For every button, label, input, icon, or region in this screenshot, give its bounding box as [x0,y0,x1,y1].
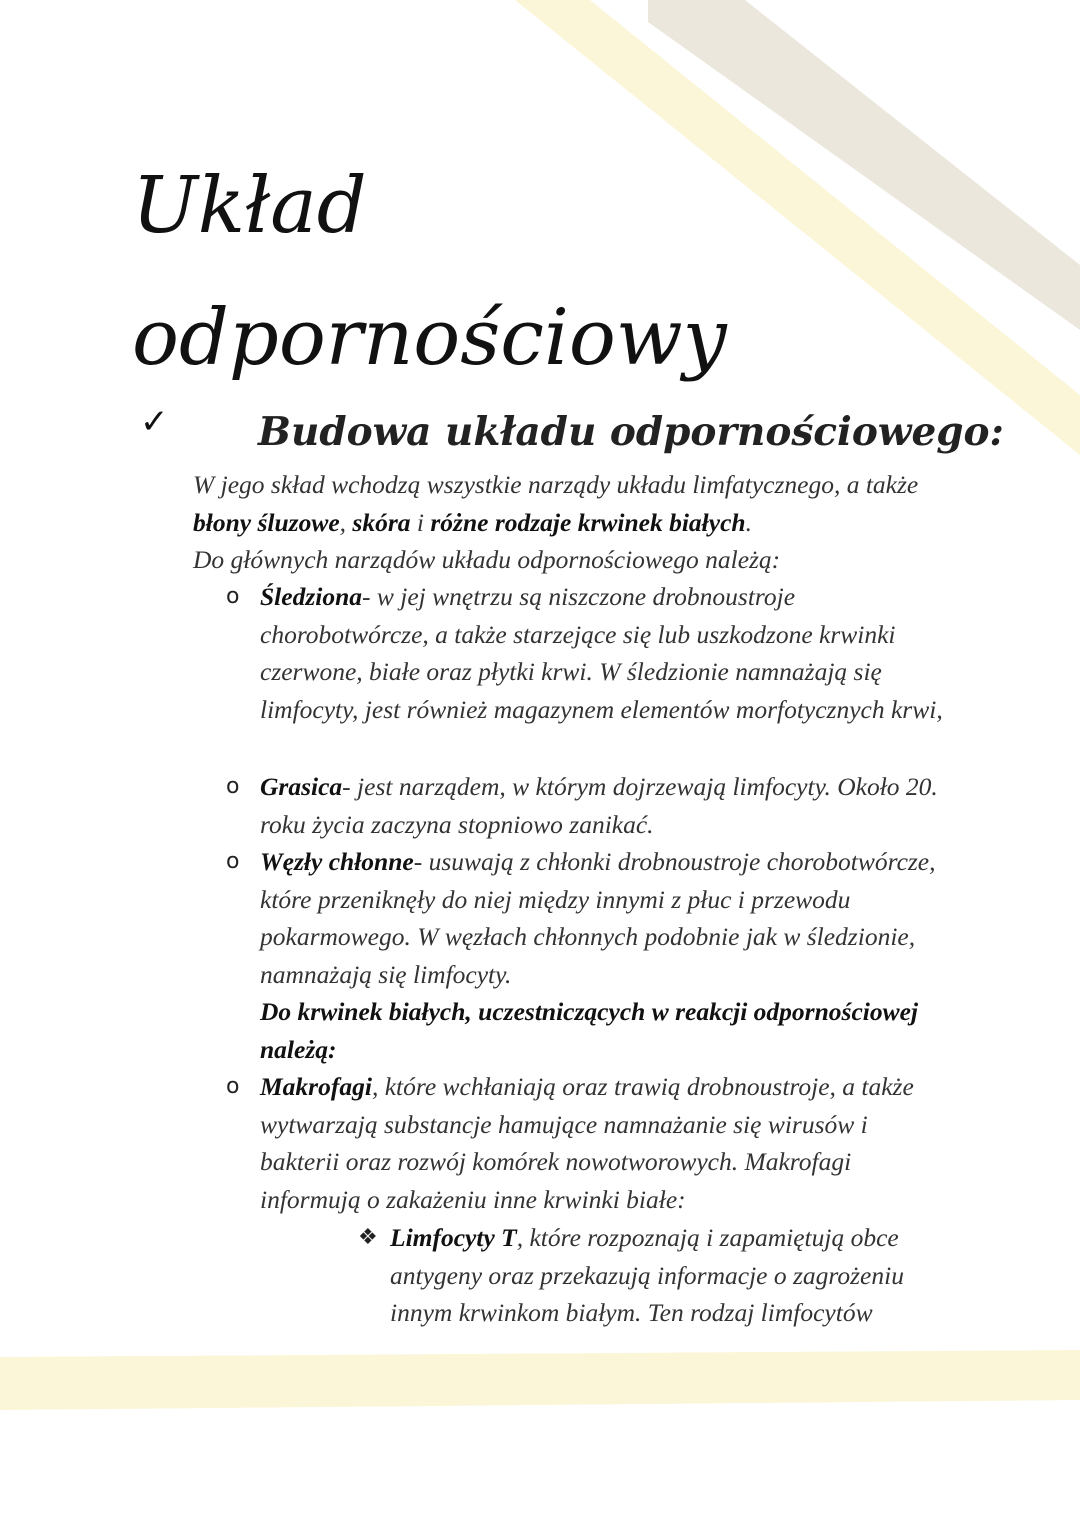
intro-paragraph: W jego skład wchodzą wszystkie narządy układu limfatycznego, a także błony śluzowe, skóra i różne rodzaje krwinek białych. Do głównych narządów układu odpornościowego należą: [193,470,919,574]
desc-t-lymphocytes: , które rozpoznają i zapamiętują obce antygeny oraz przekazują informacje o zagrożeniu innym krwinkom białym. Ten rodzaj limfocytów [390,1223,904,1327]
title-line-1: Układ [132,161,367,251]
title-line-2: odpornościowy [132,293,727,383]
list-item-thymus [228,768,948,843]
term-t-lymphocytes: Limfocyty T [390,1223,517,1252]
list-item-lymph-nodes [228,843,948,993]
yellow-bottom-band [0,1350,1080,1410]
section-heading: Budowa układu odpornościowego: [258,409,1004,455]
diamond-bullet-icon: ❖ [358,1225,378,1250]
intro-bold-mucosa: błony śluzowe [193,507,340,537]
term-macrophages: Makrofagi [260,1072,372,1101]
list-item-macrophages [228,1068,948,1218]
intro-bold-white-cells: różne rodzaje krwinek białych [430,507,746,537]
intro-text: W jego skład wchodzą wszystkie narządy układu limfatycznego, a także [193,470,919,499]
circle-bullet-icon: o [226,774,240,799]
circle-bullet-icon: o [226,849,240,874]
list-item-spleen [228,578,948,728]
term-spleen: Śledziona [260,582,363,611]
intro-bold-skin: skóra [352,507,411,537]
term-lymph-nodes: Węzły chłonne [260,847,414,876]
intro-organs-line: Do głównych narządów układu odpornościowego należą: [193,545,781,574]
circle-bullet-icon: o [226,584,240,609]
circle-bullet-icon: o [226,1074,240,1099]
list-item-t-lymphocytes [358,1219,948,1332]
desc-macrophages: , które wchłaniają oraz trawią drobnoustroje, a także wytwarzają substancje hamujące namnażanie się wirusów i bakterii oraz rozwój komórek nowotworowych. Makrofagi informują o zakażeniu inne krwinki białe: [260,1072,914,1214]
white-cells-intro: Do krwinek białych, uczestniczących w reakcji odpornościowej należą: [260,997,919,1064]
desc-lymph-nodes: - usuwają z chłonki drobnoustroje chorobotwórcze, które przeniknęły do niej między innymi z płuc i przewodu pokarmowego. W węzłach chłonnych podobnie jak w śledzionie, namnażają się limfocyty. [260,847,936,989]
desc-thymus: - jest narządem, w którym dojrzewają limfocyty. Około 20. roku życia zaczyna stopniowo zanikać. [260,772,938,839]
term-thymus: Grasica [260,772,343,801]
desc-spleen: - w jej wnętrzu są niszczone drobnoustroje chorobotwórcze, a także starzejące się lub uszkodzone krwinki czerwone, białe oraz płytki krwi. W śledzionie namnażają się limfocyty, jest również magazynem elementów morfotycznych krwi, [260,582,943,724]
checkmark-icon: ✓ [140,402,169,442]
page-title [132,140,727,404]
